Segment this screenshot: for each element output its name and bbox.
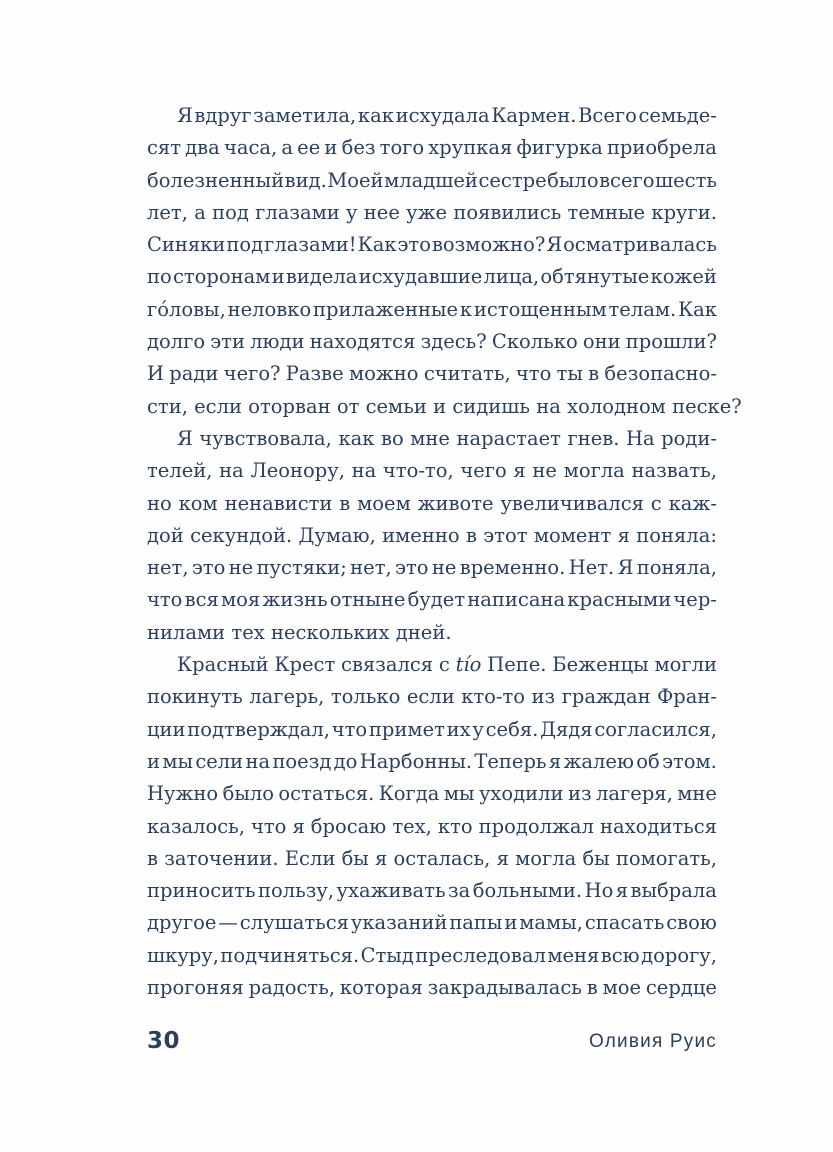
word: в (339, 491, 351, 515)
word: Фран- (657, 685, 717, 709)
word: сидишь (452, 394, 530, 418)
word: ции (147, 717, 186, 741)
word: шесть (655, 168, 717, 192)
word: кто (437, 814, 473, 838)
word: на (351, 459, 377, 483)
word: мне (410, 426, 450, 450)
word: могла (515, 846, 577, 870)
word: исхудала (395, 104, 490, 127)
word: Моей (327, 168, 384, 192)
text-line (147, 100, 717, 132)
word: Леонору, (250, 459, 345, 483)
word: уже (406, 200, 448, 224)
word: другое (147, 911, 217, 935)
text-line (147, 423, 717, 455)
word: вся (184, 588, 219, 612)
word: я (496, 846, 509, 870)
word: и (271, 265, 285, 289)
word: это (397, 233, 431, 257)
page-footer (147, 1022, 717, 1062)
word: ради (169, 362, 219, 386)
word: меня (547, 943, 600, 967)
word: Разве (285, 362, 344, 386)
word: бросаю (310, 814, 387, 838)
word: круги. (651, 200, 717, 224)
word: если (406, 685, 455, 709)
word: не (431, 556, 457, 580)
word: не (228, 556, 254, 580)
word: На (625, 426, 655, 450)
word: мне (677, 782, 717, 806)
word: я (615, 879, 629, 903)
word: лагеря, (596, 782, 673, 806)
word: указаний (350, 911, 448, 935)
text-line (147, 391, 742, 423)
text-line (147, 488, 717, 520)
text-line (147, 778, 717, 810)
word: помогать, (615, 846, 717, 870)
word: что-то, (382, 459, 454, 483)
word: не (532, 459, 557, 483)
text-line (147, 940, 717, 972)
word: нее (363, 200, 400, 224)
word: что (250, 814, 287, 838)
word: я (617, 523, 630, 547)
text-line (147, 552, 717, 584)
word: долго (147, 330, 206, 354)
word: Синяки (147, 233, 226, 257)
word: лагерь, (249, 685, 325, 709)
word: неловко (227, 297, 312, 321)
word: в (147, 846, 158, 870)
word: нилами (147, 620, 226, 644)
word: семьде- (638, 104, 717, 127)
text-line (147, 875, 717, 907)
word: чего (460, 459, 507, 483)
text-line (147, 714, 717, 746)
word: нарастает (456, 426, 561, 450)
word: и (147, 749, 160, 773)
word: с (650, 491, 662, 515)
word: я (292, 814, 305, 838)
word: появились (453, 200, 562, 224)
word: мое (602, 976, 642, 1000)
word: холодном (567, 394, 666, 418)
word: у (346, 200, 358, 224)
word: ее (297, 136, 321, 160)
word: было (222, 782, 274, 806)
word: гнев. (567, 426, 620, 450)
word: лет, (147, 200, 188, 224)
word: из (531, 685, 556, 709)
word: а (194, 200, 206, 224)
word: момент (533, 523, 612, 547)
word: без (341, 136, 376, 160)
word: Беженцы (552, 653, 649, 677)
text-line (147, 132, 717, 164)
word: граждан (561, 685, 651, 709)
word: себя. (485, 717, 539, 741)
word: возможно? (431, 233, 546, 257)
word: в (465, 523, 477, 547)
word: вдруг (194, 104, 252, 127)
word: которая (339, 976, 423, 1000)
word: сят (147, 136, 182, 160)
word: сестре (478, 168, 547, 192)
word: прогоняя (147, 976, 244, 1000)
word: радость, (248, 976, 336, 1000)
word: песке? (672, 394, 742, 418)
text-line (147, 165, 717, 197)
word: Если (284, 846, 336, 870)
word: семьи (365, 394, 427, 418)
word: написана (467, 588, 566, 612)
word: тех, (392, 814, 432, 838)
word: у (472, 717, 484, 741)
text-line (147, 520, 717, 552)
text-line (147, 294, 717, 326)
word: поняла, (636, 556, 717, 580)
word: спасать (584, 911, 665, 935)
word: Стыд (360, 943, 414, 967)
word: прилаженные (313, 297, 459, 321)
word: приобрела (606, 136, 717, 160)
word: нет, (147, 556, 189, 580)
word: оторван (248, 394, 331, 418)
word: выбрала (630, 879, 717, 903)
word: телам. (608, 297, 677, 321)
word: животе (417, 491, 494, 515)
word: болезненный (147, 168, 285, 192)
word: и (433, 394, 447, 418)
word: прошли? (625, 330, 717, 354)
word: временно. (459, 556, 566, 580)
word: исхудавшие (358, 265, 483, 289)
word: Нарбонны. (359, 749, 473, 773)
text-line (147, 843, 717, 875)
text-line (147, 326, 717, 358)
word: об (636, 749, 660, 773)
word: нескольких (270, 620, 390, 644)
word: поезд (272, 749, 332, 773)
word: как (338, 426, 375, 450)
word: лица, (483, 265, 540, 289)
word: этом. (662, 749, 717, 773)
word: — (218, 911, 238, 935)
word: дней. (395, 620, 452, 644)
word: осталась, (393, 846, 491, 870)
word: будет (407, 588, 466, 612)
word: до (333, 749, 358, 773)
word: отныне (329, 588, 406, 612)
word: дорогу, (641, 943, 717, 967)
word: Теперь (474, 749, 547, 773)
word: преследовал (415, 943, 546, 967)
word: сели (195, 749, 244, 773)
word: во (381, 426, 404, 450)
word: сти, (147, 394, 188, 418)
word: по (147, 265, 172, 289)
word: могли (654, 653, 717, 677)
word: мы (162, 749, 194, 773)
word: находиться (599, 814, 717, 838)
word: от (336, 394, 360, 418)
word: жизнь (262, 588, 328, 612)
word: пустяки; (256, 556, 347, 580)
word: Нужно (147, 782, 219, 806)
word: на (536, 394, 561, 418)
word: ухаживать (336, 879, 446, 903)
word: жалею (563, 749, 634, 773)
text-line (147, 229, 717, 261)
text-line (147, 455, 717, 487)
word: я (375, 846, 388, 870)
word: Как (678, 297, 717, 321)
word: Я (617, 556, 634, 580)
word: под (212, 200, 249, 224)
word: роди- (661, 426, 717, 450)
word: Кармен. (491, 104, 577, 127)
word: мамы, (519, 911, 583, 935)
word: красными (567, 588, 672, 612)
text-line (147, 584, 717, 616)
page-number: 30 (147, 1028, 181, 1054)
word: можно (348, 362, 419, 386)
word: вид. (284, 168, 327, 192)
text-line (147, 649, 717, 681)
word: их (446, 717, 471, 741)
word: больными. (472, 879, 583, 903)
word: сторонам (172, 265, 271, 289)
word: заметила, (253, 104, 357, 127)
word: ты (556, 362, 583, 386)
word: заточении. (164, 846, 279, 870)
word: Как (357, 233, 397, 257)
word: в (586, 976, 598, 1000)
word: каж- (668, 491, 717, 515)
text-line (147, 972, 717, 1004)
word: мы (443, 782, 475, 806)
word: на (219, 459, 244, 483)
word: поняла: (636, 523, 717, 547)
word: шкуру, (147, 943, 219, 967)
word: дой (147, 523, 184, 547)
word: ком (178, 491, 218, 515)
word: Я (177, 426, 193, 450)
running-author: Оливия Руис (588, 1031, 717, 1052)
word: кожей (650, 265, 717, 289)
word: того (379, 136, 425, 160)
word: гóловы, (147, 297, 226, 321)
word: считать, (423, 362, 511, 386)
word: я (548, 749, 562, 773)
word: что (515, 362, 552, 386)
word: Я (177, 104, 193, 127)
word: Всего (578, 104, 637, 127)
word: согласился, (594, 717, 717, 741)
word: темные (567, 200, 646, 224)
word: телей, (147, 459, 213, 483)
word: люди (250, 330, 305, 354)
word: увеличивался (500, 491, 644, 515)
word: это (191, 556, 226, 580)
word: а (281, 136, 294, 160)
word: пользу, (258, 879, 335, 903)
word: моем (357, 491, 411, 515)
word: что (331, 717, 368, 741)
word: кто-то (461, 685, 526, 709)
word: могла (563, 459, 625, 483)
word: два (185, 136, 220, 160)
word: было (547, 168, 599, 192)
word: нет, (350, 556, 392, 580)
word: бы (582, 846, 610, 870)
word: и (504, 911, 518, 935)
word: за (448, 879, 471, 903)
text-line (147, 617, 717, 649)
word: Дядя (540, 717, 593, 741)
word: глазами (255, 200, 340, 224)
word: чего? (223, 362, 281, 386)
word: всего (599, 168, 655, 192)
word: если (194, 394, 242, 418)
word: Думаю, (298, 523, 376, 547)
word: покинуть (147, 685, 243, 709)
word: И (147, 362, 165, 386)
text-line (147, 197, 717, 229)
word: назвать, (631, 459, 717, 483)
word: Красный (177, 653, 269, 677)
word: продолжал (478, 814, 594, 838)
text-line (147, 358, 717, 390)
word: папы (449, 911, 503, 935)
word: подтверждал, (187, 717, 330, 741)
word: фигурка (516, 136, 603, 160)
text-line (147, 746, 717, 778)
word: с (438, 653, 450, 677)
word: Когда (378, 782, 440, 806)
word: осматривалась (563, 233, 717, 257)
word: чувствовала, (199, 426, 332, 450)
word: моя (221, 588, 261, 612)
word: сердце (645, 976, 717, 1000)
word: тех (231, 620, 265, 644)
word: под (226, 233, 264, 257)
word: ненависти (224, 491, 333, 515)
word: слушаться (239, 911, 349, 935)
word: они (582, 330, 621, 354)
word: истощенным (473, 297, 607, 321)
text-line (147, 907, 717, 939)
word: хрупкая (428, 136, 513, 160)
word: Нет. (568, 556, 615, 580)
word: подчиняться. (220, 943, 360, 967)
word: глазами! (264, 233, 357, 257)
word: младшей (384, 168, 478, 192)
word: находятся (309, 330, 416, 354)
text-line (147, 681, 717, 713)
word: только (330, 685, 401, 709)
word: приносить (147, 879, 256, 903)
word: здесь? (420, 330, 487, 354)
word: видела (285, 265, 358, 289)
word: из (567, 782, 592, 806)
word: примет (368, 717, 445, 741)
word: связался (341, 653, 434, 677)
word: я (513, 459, 526, 483)
word: безопасно- (604, 362, 717, 386)
word: казалось, (147, 814, 245, 838)
word: остаться. (278, 782, 375, 806)
word: это (395, 556, 429, 580)
word: Сколько (491, 330, 578, 354)
word: Но (584, 879, 614, 903)
word: часа, (223, 136, 278, 160)
word: свою (666, 911, 717, 935)
word: в (588, 362, 600, 386)
word: эти (210, 330, 245, 354)
word: этот (483, 523, 528, 547)
word: что (147, 588, 183, 612)
word: всю (600, 943, 640, 967)
text-line (147, 811, 717, 843)
word: именно (382, 523, 460, 547)
word: но (147, 491, 172, 515)
word: секундой. (190, 523, 293, 547)
word: Пепе. (487, 653, 547, 677)
word: как (357, 104, 394, 127)
word: tío (455, 653, 482, 677)
word: Крест (274, 653, 336, 677)
body-text (147, 100, 742, 1004)
text-line (147, 261, 717, 293)
word: на (245, 749, 271, 773)
word: уходили (478, 782, 564, 806)
word: обтянутые (540, 265, 650, 289)
word: и (324, 136, 338, 160)
word: бы (341, 846, 369, 870)
word: Я (546, 233, 563, 257)
word: чер- (673, 588, 717, 612)
word: закрадывалась (427, 976, 582, 1000)
word: к (459, 297, 473, 321)
